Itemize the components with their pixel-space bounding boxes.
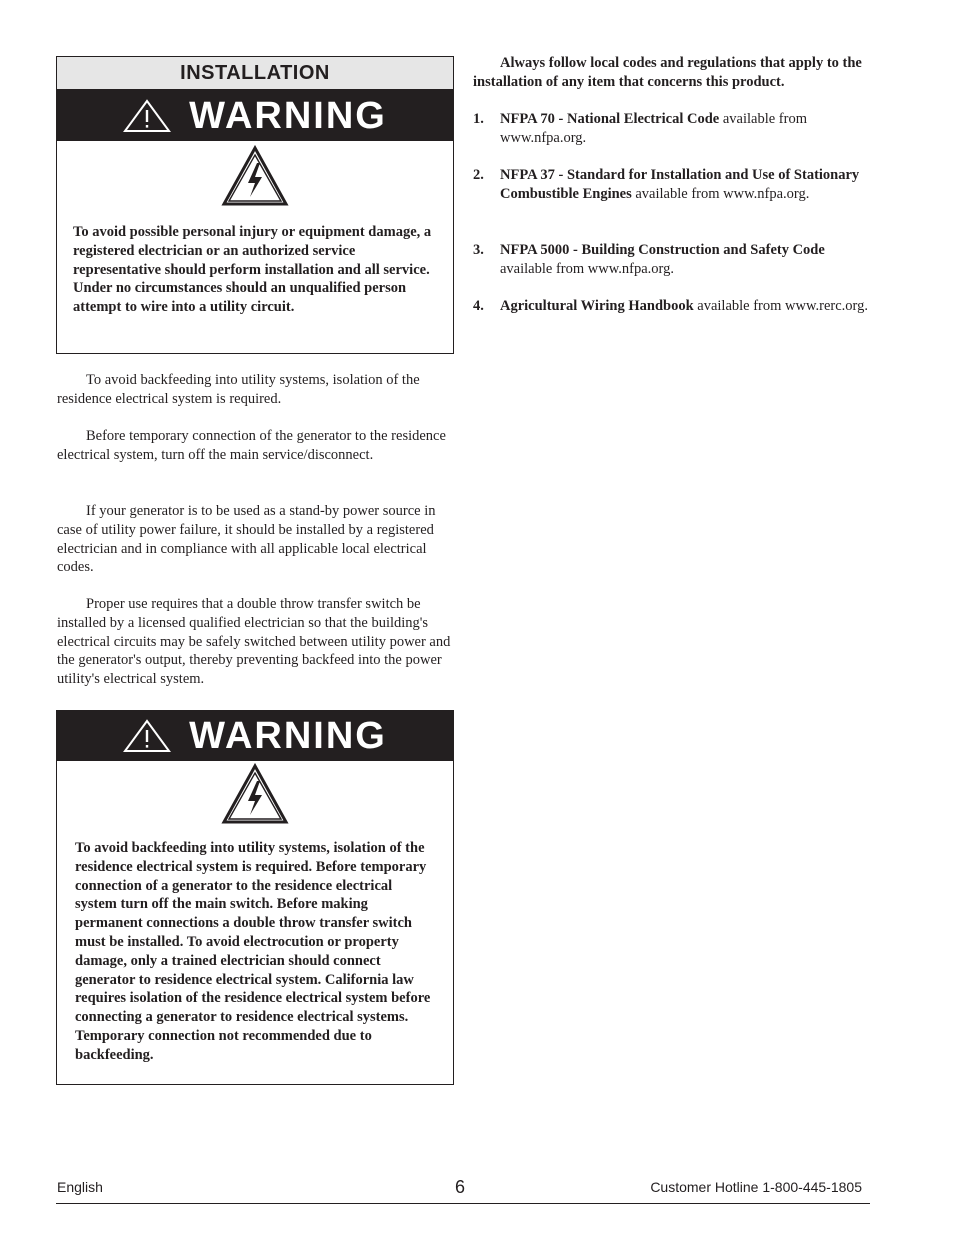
warning-banner <box>57 91 453 141</box>
code-reference-item <box>473 297 873 316</box>
warning-text: To avoid backfeeding into utility systems, isolation of the residence electrical system is required. Before temporary connection of a generator to the residence electrical system turn off the main switch. Before making permanent connections a double throw transfer switch must be installed. To avoid electrocution or property damage, only a trained electrician should connect generator to residence electrical system. California law requires isolation of the residence electrical system before connecting a generator to residence electrical systems. Temporary connection not recommended due to backfeeding. <box>75 840 431 1063</box>
warning-box-personal-injury <box>56 90 454 354</box>
codes-intro: Always follow local codes and regulations that apply to the installation of any item that concerns this product. <box>473 55 862 90</box>
electric-shock-icon <box>221 763 289 825</box>
footer-divider <box>56 1203 870 1204</box>
alert-triangle-icon <box>123 719 171 753</box>
item-title: Agricultural Wiring Handbook <box>500 298 694 314</box>
paragraph-standby-power: If your generator is to be used as a stand-by power source in case of utility power failure, it should be installed by a registered electrician and in compliance with all applicable local electrical codes. <box>57 503 436 576</box>
item-source: available from www.nfpa.org. <box>500 111 807 146</box>
paragraph-backfeeding: To avoid backfeeding into utility systems, isolation of the residence electrical system is required. <box>57 372 420 407</box>
code-reference-item <box>473 110 873 148</box>
alert-triangle-icon <box>123 99 171 133</box>
item-title: NFPA 37 - Standard for Installation and Use of Stationary Combustible Engines <box>500 167 860 202</box>
section-title: INSTALLATION <box>56 56 454 90</box>
warning-label: WARNING <box>189 94 387 137</box>
item-source: available from www.rerc.org. <box>693 298 868 314</box>
item-number: 4. <box>473 298 484 314</box>
footer-language: English <box>57 1179 103 1195</box>
code-reference-item <box>473 241 873 279</box>
item-number: 2. <box>473 167 484 183</box>
paragraph-transfer-switch: Proper use requires that a double throw transfer switch be installed by a licensed qualified electrician so that the building's electrical circuits may be safely switched between utility power and the generator's output, thereby preventing backfeed into the power utility's electrical system. <box>57 596 451 688</box>
warning-label: WARNING <box>189 714 387 757</box>
item-source: available from www.nfpa.org. <box>631 185 810 202</box>
warning-text: To avoid possible personal injury or equipment damage, a registered electrician or an authorized service representative should perform installation and all service. Under no circumstances should an unqualified person attempt to wire into a utility circuit. <box>73 224 432 316</box>
customer-hotline: Customer Hotline 1-800-445-1805 <box>650 1179 862 1195</box>
paragraph-temporary-connection: Before temporary connection of the generator to the residence electrical system, turn off the main service/disconnect. <box>57 428 446 463</box>
warning-box-backfeeding <box>56 710 454 1085</box>
item-title: NFPA 5000 - Building Construction and Safety Code <box>500 242 825 258</box>
item-number: 3. <box>473 242 484 258</box>
electric-shock-icon <box>221 145 289 207</box>
item-source: available from www.nfpa.org. <box>500 260 674 277</box>
item-number: 1. <box>473 111 484 127</box>
code-reference-item <box>473 166 873 204</box>
warning-banner <box>57 711 453 761</box>
page-number: 6 <box>455 1177 466 1197</box>
item-title: NFPA 70 - National Electrical Code <box>500 111 720 127</box>
